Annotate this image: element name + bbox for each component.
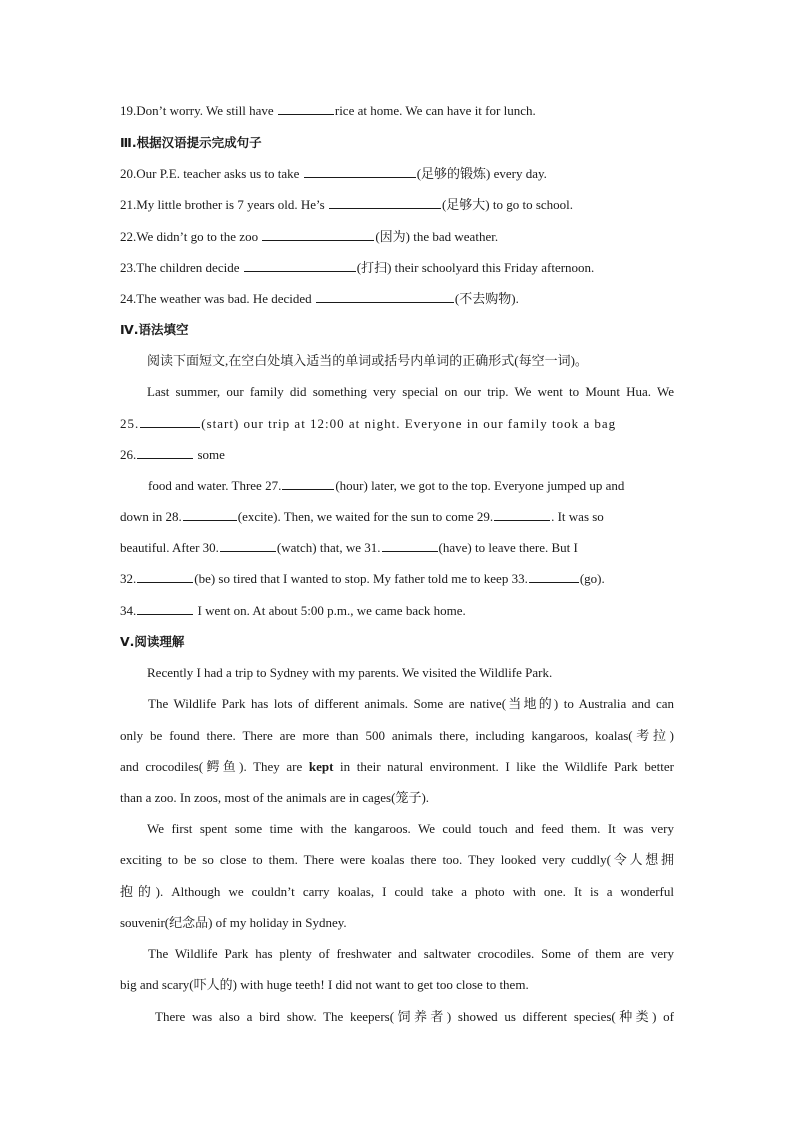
answer-blank-31[interactable] [382,539,438,552]
question-24-text: 24.The weather was bad. He decided [120,291,315,306]
reading-p4-line-2: big and scary(吓人的) with huge teeth! I did not want to get too close to them. [120,977,529,992]
answer-blank-23[interactable] [244,259,356,272]
section-4-heading: Ⅳ.语法填空 [120,322,189,337]
reading-p5-line-1: There was also a bird show. The keepers(饲养者) showed us different species(种类) of [155,1009,674,1024]
reading-p3-line-4: souvenir(纪念品) of my holiday in Sydney. [120,915,347,930]
cloze-line-3 [120,446,676,464]
cloze-number-32: 32. [120,571,137,586]
cloze-text-34: I went on. At about 5:00 p.m., we came back home. [194,603,466,618]
cloze-text-31b: (have) to leave there. But I [438,540,578,555]
answer-blank-24[interactable] [316,290,454,303]
question-24-hint: (不去购物). [454,291,519,306]
question-19 [120,102,676,120]
reading-p2-line-3b: in their natural environment. I like the Wildlife Park better [333,759,674,774]
cloze-text-29b: . It was so [551,509,604,524]
cloze-number-26: 26. [120,447,137,462]
cloze-text-28: down in 28. [120,509,182,524]
answer-blank-20[interactable] [304,165,416,178]
question-21 [120,196,676,214]
question-22-hint: (因为) the bad weather. [375,229,499,244]
section-4-instruction: 阅读下面短文,在空白处填入适当的单词或括号内单词的正确形式(每空一词)。 [147,353,588,368]
question-21-text: 21.My little brother is 7 years old. He’s [120,197,328,212]
reading-p2-line-3a: and crocodiles(鳄鱼). They are [120,759,309,774]
question-23-hint: (打扫) their schoolyard this Friday afternoon. [356,260,595,275]
section-3-heading: Ⅲ.根据汉语提示完成句子 [120,135,262,150]
answer-blank-27[interactable] [282,477,334,490]
cloze-text-27b: (hour) later, we got to the top. Everyone jumped up and [335,478,625,493]
answer-blank-30[interactable] [220,539,276,552]
answer-blank-22[interactable] [262,228,374,241]
cloze-text-33: (be) so tired that I wanted to stop. My father told me to keep 33. [194,571,528,586]
answer-blank-29[interactable] [494,508,550,521]
answer-blank-28[interactable] [183,508,237,521]
cloze-line-8 [120,602,676,620]
reading-p2-line-4: than a zoo. In zoos, most of the animals are in cages(笼子). [120,790,430,805]
cloze-text-27a: food and water. Three 27. [148,478,282,493]
reading-p4-line-1: The Wildlife Park has plenty of freshwater and saltwater crocodiles. Some of them are very [148,946,674,961]
reading-p2-line-2: only be found there. There are more than 500 animals there, including kangaroos, koalas(考拉) [120,728,674,743]
question-19-text-end: rice at home. We can have it for lunch. [334,103,536,118]
question-22-text: 22.We didn’t go to the zoo [120,229,262,244]
question-23-text: 23.The children decide [120,260,243,275]
cloze-text-30: beautiful. After 30. [120,540,219,555]
cloze-number-34: 34. [120,603,137,618]
cloze-line-7 [120,570,676,588]
question-21-hint: (足够大) to go to school. [441,197,574,212]
reading-p2-line-1: The Wildlife Park has lots of different animals. Some are native(当地的) to Australia and can [148,696,674,711]
cloze-line-2 [120,415,676,433]
cloze-line-4 [148,477,676,495]
reading-paragraph-1: Recently I had a trip to Sydney with my parents. We visited the Wildlife Park. [147,665,553,680]
highlighted-word-kept: kept [308,759,334,774]
cloze-line-6 [120,539,676,557]
question-19-text: 19.Don’t worry. We still have [120,103,277,118]
answer-blank-34[interactable] [137,602,193,615]
cloze-number-25: 25. [120,416,140,431]
reading-p3-line-3: 抱的). Although we couldn’t carry koalas, I could take a photo with one. It is a wonderful [120,884,674,899]
answer-blank-19[interactable] [278,102,334,115]
cloze-text-29: (excite). Then, we waited for the sun to come 29. [237,509,494,524]
answer-blank-26[interactable] [137,446,193,459]
answer-blank-33[interactable] [529,570,579,583]
question-20-text: 20.Our P.E. teacher asks us to take [120,166,303,181]
reading-p3-line-2: exciting to be so close to them. There were koalas there too. They looked very cuddly(令人想拥 [120,852,674,867]
cloze-text-31: (watch) that, we 31. [276,540,381,555]
cloze-line-1: Last summer, our family did something very special on our trip. We went to Mount Hua. We [147,384,674,399]
reading-p3-line-1: We first spent some time with the kangaroos. We could touch and feed them. It was very [147,821,674,836]
question-24 [120,290,676,308]
answer-blank-32[interactable] [137,570,193,583]
section-5-heading: Ⅴ.阅读理解 [120,634,185,649]
cloze-text-25: (start) our trip at 12:00 at night. Everyone in our family took a bag [201,416,617,431]
question-20 [120,165,676,183]
question-20-hint: (足够的锻炼) every day. [416,166,547,181]
question-22 [120,228,676,246]
question-23 [120,259,676,277]
reading-p2-line-3 [120,758,674,776]
cloze-text-26: some [194,447,225,462]
cloze-line-5 [120,508,676,526]
cloze-text-33b: (go). [579,571,605,586]
answer-blank-21[interactable] [329,196,441,209]
answer-blank-25[interactable] [140,415,200,428]
